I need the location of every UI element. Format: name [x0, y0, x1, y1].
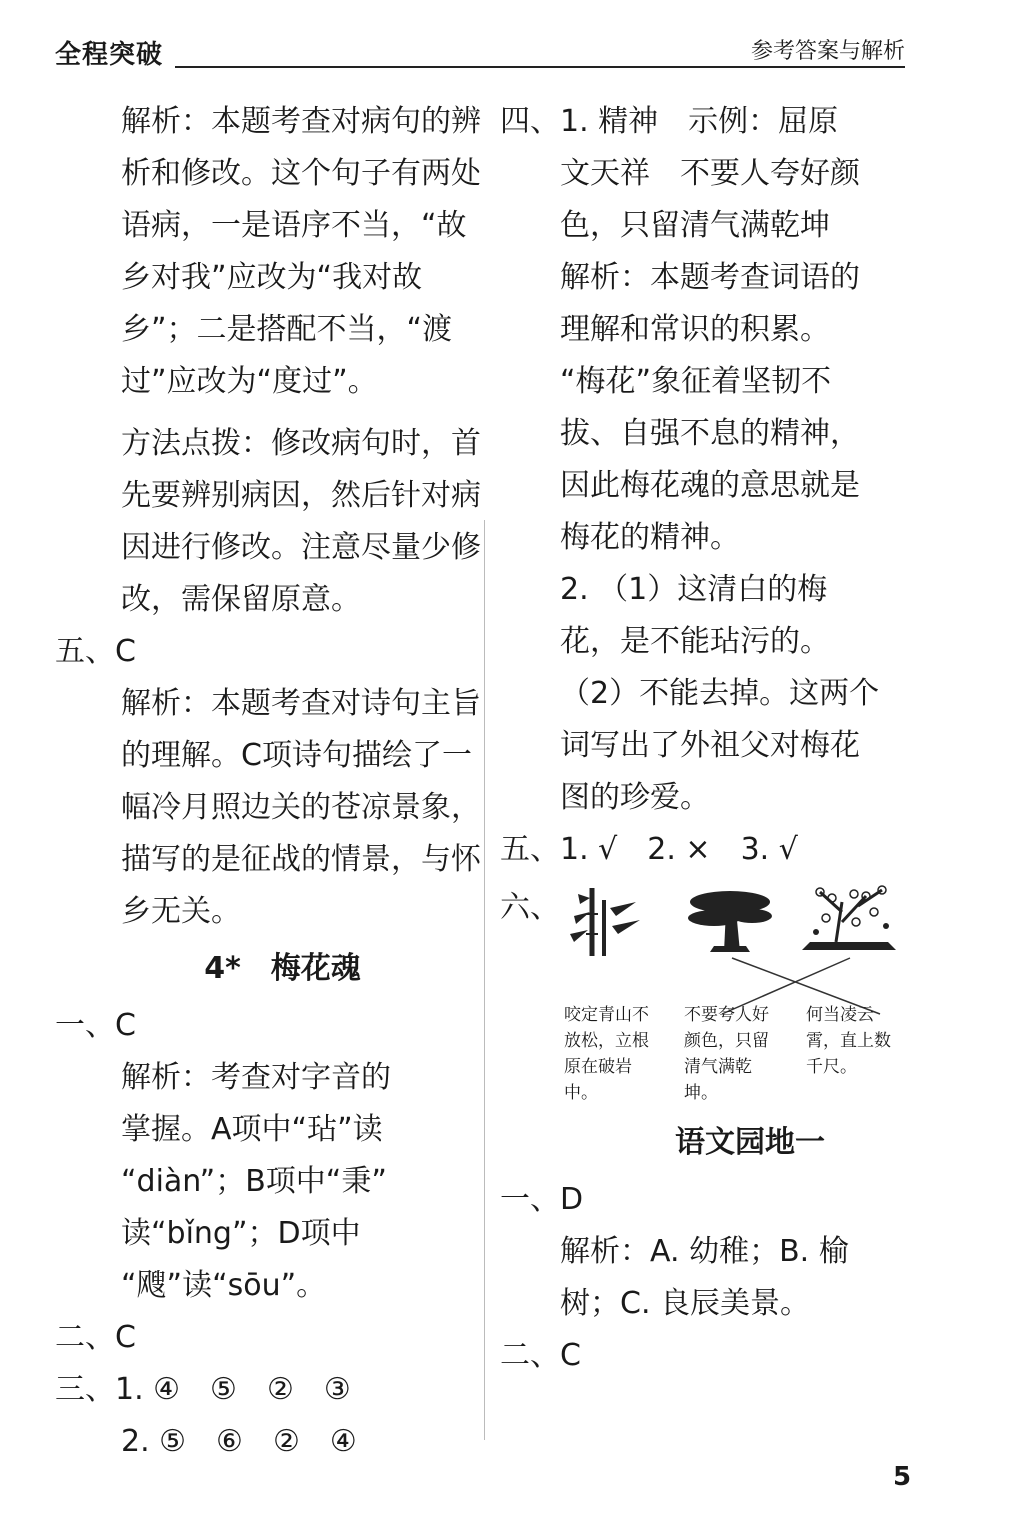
- answer-line: 二、C: [55, 1320, 136, 1355]
- header-rule: [175, 66, 905, 68]
- text-line: 幅冷月照边关的苍凉景象，: [121, 790, 481, 825]
- text-line: “飕”读“sōu”。: [121, 1268, 327, 1303]
- text-line: 解析：本题考查对病句的辨: [121, 104, 481, 139]
- poem-caption-3: 何当凌云霄，直上数千尺。: [806, 1005, 891, 1077]
- text-line: 花，是不能玷污的。: [560, 624, 830, 659]
- answer-line: 一、D: [500, 1182, 584, 1217]
- matching-exercise: [500, 882, 910, 1112]
- text-line: 语病，一是语序不当，“故: [121, 208, 467, 243]
- text-line: 改，需保留原意。: [121, 582, 361, 617]
- text-line: 的理解。C项诗句描绘了一: [121, 738, 472, 773]
- text-line: 解析：本题考查对诗句主旨: [121, 686, 481, 721]
- text-line: 理解和常识的积累。: [560, 312, 830, 347]
- text-line: 文天祥 不要人夸好颜: [560, 156, 860, 191]
- page-header: [55, 28, 905, 72]
- text-line: 解析：考查对字音的: [121, 1060, 391, 1095]
- poem-caption-2: 不要夸人好颜色，只留清气满乾坤。: [684, 1005, 769, 1103]
- page-number: 5: [893, 1462, 912, 1492]
- text-line: 先要辨别病因，然后针对病: [121, 478, 481, 513]
- answer-line: 2. ⑤ ⑥ ② ④: [121, 1424, 357, 1459]
- text-line: 解析：本题考查词语的: [560, 260, 860, 295]
- left-column: [55, 96, 481, 1468]
- matching-label: 六、: [500, 890, 560, 925]
- text-line: 乡”；二是搭配不当，“渡: [121, 312, 453, 347]
- text-line: 树；C. 良辰美景。: [560, 1286, 811, 1321]
- header-title: 参考答案与解析: [750, 39, 905, 64]
- poem-caption-1: 咬定青山不放松，立根原在破岩中。: [564, 1005, 649, 1103]
- text-line: 过”应改为“度过”。: [121, 364, 378, 399]
- answer-line: 五、1. √ 2. × 3. √: [500, 832, 798, 867]
- column-divider: [484, 520, 485, 1440]
- text-line: 乡无关。: [121, 894, 241, 929]
- section-title: 4* 梅花魂: [204, 951, 361, 986]
- text-line: 图的珍爱。: [560, 780, 710, 815]
- text-line: 析和修改。这个句子有两处: [121, 156, 481, 191]
- text-line: （2）不能去掉。这两个: [560, 676, 880, 711]
- text-line: 解析：A. 幼稚；B. 榆: [560, 1234, 849, 1269]
- section-title: 语文园地一: [675, 1125, 825, 1160]
- text-line: 描写的是征战的情景，与怀: [121, 842, 481, 877]
- text-line: 2. （1）这清白的梅: [560, 572, 828, 607]
- matching-lines: [500, 882, 910, 1022]
- answer-line: 二、C: [500, 1338, 581, 1373]
- answer-line: 五、C: [55, 634, 136, 669]
- answer-line: 一、C: [55, 1008, 136, 1043]
- brand-logo-text: 全程突破: [55, 40, 164, 70]
- text-line: 因此梅花魂的意思就是: [560, 468, 860, 503]
- text-line: 词写出了外祖父对梅花: [560, 728, 860, 763]
- text-line: 拔、自强不息的精神，: [560, 416, 860, 451]
- text-line: 掌握。A项中“玷”读: [121, 1112, 383, 1147]
- answer-line: 三、1. ④ ⑤ ② ③: [55, 1372, 351, 1407]
- text-line: 乡对我”应改为“我对故: [121, 260, 423, 295]
- right-column: [500, 96, 910, 1382]
- text-line: 方法点拨：修改病句时，首: [121, 426, 481, 461]
- text-line: “梅花”象征着坚韧不: [560, 364, 832, 399]
- text-line: 因进行修改。注意尽量少修: [121, 530, 481, 565]
- text-line: 梅花的精神。: [560, 520, 740, 555]
- text-line: 读“bǐng”；D项中: [121, 1216, 361, 1251]
- answer-line: 四、1. 精神 示例：屈原: [500, 104, 839, 139]
- text-line: “diàn”；B项中“秉”: [121, 1164, 387, 1199]
- text-line: 色，只留清气满乾坤: [560, 208, 830, 243]
